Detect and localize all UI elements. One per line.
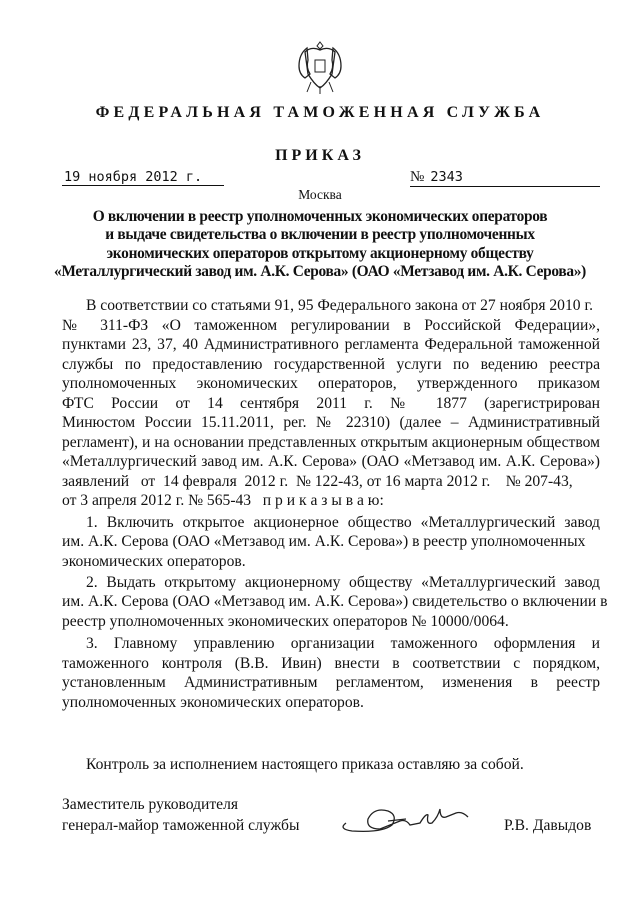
preamble-line: пунктами 23, 37, 40 Административного регламента Федеральной таможенной <box>62 336 600 354</box>
number-value: 2343 <box>430 169 463 185</box>
title-line: «Металлургический завод им. А.К. Серова» (ОАО «Метзавод им. А.К. Серова») <box>53 262 587 280</box>
item-line: реестр уполномоченных экономических операторов № 10000/0064. <box>62 612 509 630</box>
agency-name: ФЕДЕРАЛЬНАЯ ТАМОЖЕННАЯ СЛУЖБА <box>95 104 545 121</box>
title-line: экономических операторов открытому акционерному обществу <box>106 244 534 262</box>
item-line: им. А.К. Серова (ОАО «Метзавод им. А.К. Серова») в реестр уполномоченных <box>62 533 586 551</box>
preamble-line: службы по предоставлению государственной услуги по ведению реестра <box>62 355 600 373</box>
control-statement: Контроль за исполнением настоящего приказа оставляю за собой. <box>86 756 524 773</box>
title-line: и выдаче свидетельства о включении в реестр уполномоченных <box>105 226 535 244</box>
item-line: уполномоченных экономических операторов. <box>62 693 364 711</box>
item-line: 2. Выдать открытому акционерному обществу «Металлургический завод <box>86 573 600 591</box>
preamble-line: Минюстом России 15.11.2011, рег. № 22310) (далее – Административный <box>62 414 600 432</box>
order-title <box>0 208 640 281</box>
handwritten-signature <box>336 795 476 843</box>
coat-of-arms-emblem <box>295 38 345 96</box>
item-line: таможенного контроля (В.В. Ивин) внести в соответствии с порядком, <box>62 654 600 672</box>
preamble-line: регламент), и на основании представленных открытым акционерным обществом <box>62 433 600 451</box>
preamble-line: от 3 апреля 2012 г. № 565-43 п р и к а з ы в а ю: <box>62 492 384 510</box>
item-line: 1. Включить открытое акционерное общество «Металлургический завод <box>86 513 600 531</box>
preamble-line: уполномоченных экономических операторов, утвержденного приказом <box>62 375 600 393</box>
order-body <box>62 296 608 712</box>
signatory-rank: генерал-майор таможенной службы <box>62 817 300 834</box>
document-type: ПРИКАЗ <box>275 147 365 164</box>
item-line: установленным Административным регламентом, изменения в реестр <box>62 674 600 692</box>
item-line: им. А.К. Серова (ОАО «Метзавод им. А.К. Серова») свидетельство о включении в <box>62 593 608 611</box>
preamble-line: В соответствии со статьями 91, 95 Федерального закона от 27 ноября 2010 г. <box>86 297 594 314</box>
number-label: № <box>410 169 425 185</box>
preamble-line: ФТС России от 14 сентября 2011 г. № 1877 (зарегистрирован <box>62 394 600 412</box>
signatory-position: Заместитель руководителя <box>62 796 239 813</box>
city: Москва <box>298 187 342 202</box>
preamble-line: заявлений от 14 февраля 2012 г. № 122-43, от 16 марта 2012 г. № 207-43, <box>62 472 573 490</box>
order-number <box>410 169 600 187</box>
item-line: 3. Главному управлению организации таможенного оформления и <box>86 635 600 653</box>
preamble-line: № 311-ФЗ «О таможенном регулировании в Российской Федерации», <box>62 316 600 334</box>
order-date: 19 ноября 2012 г. <box>62 169 224 186</box>
item-line: экономических операторов. <box>62 552 246 570</box>
preamble-line: «Металлургический завод им. А.К. Серова» (ОАО «Метзавод им. А.К. Серова») <box>62 453 600 471</box>
signatory-name: Р.В. Давыдов <box>504 817 592 834</box>
title-line: О включении в реестр уполномоченных экономических операторов <box>92 208 548 225</box>
